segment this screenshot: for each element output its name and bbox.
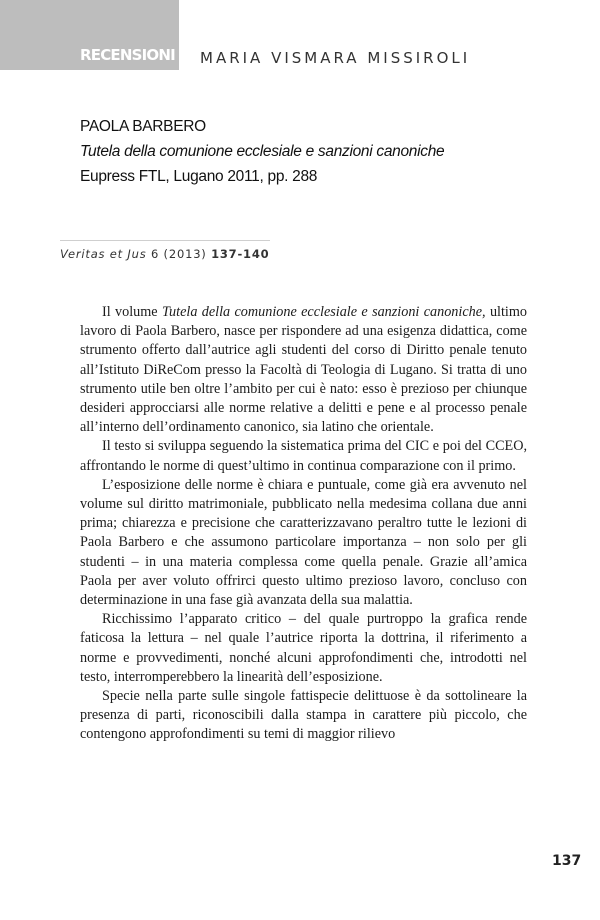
section-label: RECENSIONI: [80, 46, 175, 64]
paragraph: L’esposizione delle norme è chiara e puntuale, come già era avvenuto nel volume sul diritto matrimoniale, pubblicato nella medesima collana due anni prima; chiarezza e precisione che caratterizzavano peraltro tutte le lezioni di Paola Barbero e che assumono particolare importanza – non solo per gli studenti – in una materia complessa come quella penale. Grazie all’amica Paola per aver voluto offrirci questo ultimo prezioso lavoro, concluso con determinazione in una fase già avanzata della sua malattia.: [80, 476, 527, 609]
book-title-inline: Tutela della comunione ecclesiale e sanzioni canoniche,: [161, 304, 486, 320]
journal-citation: [60, 247, 269, 261]
paragraph-text: Il volume: [102, 304, 162, 320]
journal-pages: 137-140: [211, 247, 270, 261]
journal-issue: 6 (2013): [150, 247, 207, 261]
page-number: 137: [552, 853, 582, 869]
paragraph: Specie nella parte sulle singole fattispecie delittuose è da sottolineare la presenza di parti, riconoscibili dalla stampa in carattere più piccolo, che contengono approfondimenti su temi di maggior rilievo: [80, 688, 527, 743]
running-header-author: MARIA VISMARA MISSIROLI: [200, 49, 471, 67]
book-title: Tutela della comunione ecclesiale e sanzioni canoniche: [80, 143, 445, 160]
book-reference: [80, 114, 444, 189]
paragraph: [80, 303, 527, 437]
book-author: PAOLA BARBERO: [80, 118, 206, 135]
journal-name: Veritas et Jus: [60, 247, 147, 261]
review-body: [80, 303, 527, 745]
paragraph: Il testo si sviluppa seguendo la sistematica prima del CIC e poi del CCEO, affrontando le norme di quest’ultimo in continua comparazione con il primo.: [80, 438, 527, 474]
paragraph-text: ultimo lavoro di Paola Barbero, nasce per rispondere ad una esigenza didattica, come strumento offerto dall’autrice agli studenti del corso di Diritto penale tenuto all’Istituto DiReCom presso la Facoltà di Teologia di Lugano. Si tratta di uno strumento utile ben oltre l’ambito per cui è nato: esso è prezioso per chiunque desideri approcciarsi alle norme relative a delitti e pene e al processo penale all’interno dell’ordinamento canonico, sia latino che orientale.: [80, 304, 527, 436]
section-tab: [0, 0, 179, 70]
divider: [60, 240, 270, 241]
book-publication: Eupress FTL, Lugano 2011, pp. 288: [80, 168, 318, 185]
paragraph: Ricchissimo l’apparato critico – del quale purtroppo la grafica rende faticosa la lettura – nel quale l’autrice riporta la dottrina, il riferimento a norme e provvedimenti, nonché alcuni approfondimenti che, introdotti nel testo, interromperebbero la linearità dell’esposizione.: [80, 611, 527, 685]
